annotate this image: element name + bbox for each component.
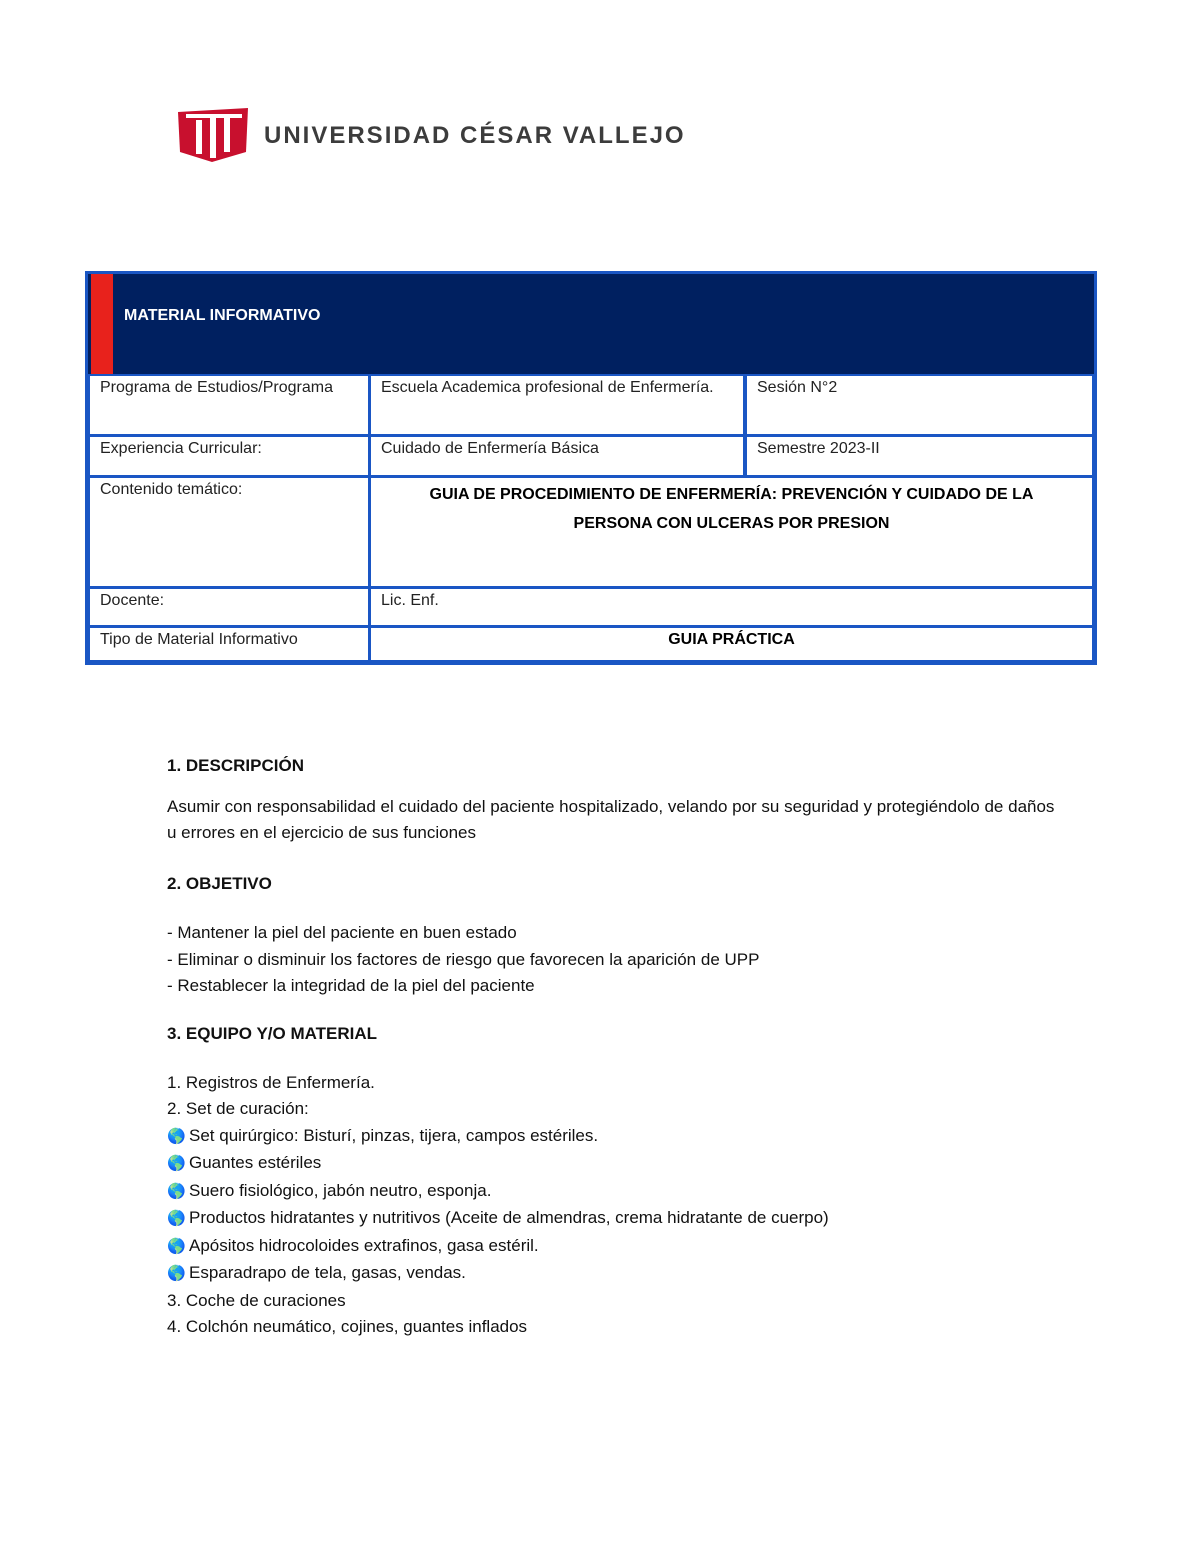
list-item-text: Set quirúrgico: Bisturí, pinzas, tijera, campos estériles.: [189, 1125, 599, 1145]
globe-icon: 🌎: [167, 1237, 186, 1255]
list-item-text: Apósitos hidrocoloides extrafinos, gasa estéril.: [189, 1235, 539, 1255]
globe-icon: 🌎: [167, 1127, 186, 1145]
teacher-value: Lic. Enf.: [369, 587, 1094, 627]
material-type-label: Tipo de Material Informativo: [88, 626, 370, 662]
descripcion-text: Asumir con responsabilidad el cuidado del paciente hospitalizado, velando por su seguridad y protegiéndolo de daños u errores en el ejercicio de sus funciones: [167, 797, 1055, 842]
header-accent: [91, 274, 113, 374]
university-logo: [178, 108, 698, 164]
material-type-value: GUIA PRÁCTICA: [369, 626, 1094, 662]
list-item: [167, 1260, 1067, 1288]
header-band: [88, 274, 1094, 374]
list-item: [167, 1205, 1067, 1233]
list-item: 1. Registros de Enfermería.: [167, 1072, 375, 1092]
section-heading-equipo: 3. EQUIPO Y/O MATERIAL: [167, 1023, 378, 1043]
teacher-label: Docente:: [88, 587, 370, 627]
logo-text: UNIVERSIDAD CÉSAR VALLEJO: [264, 122, 686, 149]
info-table: [85, 271, 1097, 665]
list-item: [167, 1150, 1067, 1178]
program-value: Escuela Academica profesional de Enfermería.: [369, 374, 745, 436]
header-title: MATERIAL INFORMATIVO: [124, 307, 321, 324]
program-label: Programa de Estudios/Programa: [88, 374, 370, 436]
content-label: Contenido temático:: [88, 476, 370, 588]
section-heading-objetivo: 2. OBJETIVO: [167, 874, 272, 893]
ucv-emblem-icon: [178, 108, 250, 162]
session-value: Sesión N°2: [745, 374, 1094, 436]
equipo-list: [167, 1070, 1067, 1341]
globe-icon: 🌎: [167, 1210, 186, 1227]
list-item-text: Productos hidratantes y nutritivos (Aceite de almendras, crema hidratante de cuerpo): [189, 1208, 829, 1227]
curricular-value: Cuidado de Enfermería Básica: [369, 435, 745, 477]
curricular-label: Experiencia Curricular:: [88, 435, 370, 477]
list-item: - Eliminar o disminuir los factores de riesgo que favorecen la aparición de UPP: [167, 949, 760, 969]
content-title: GUIA DE PROCEDIMIENTO DE ENFERMERÍA: PREVENCIÓN Y CUIDADO DE LA PERSONA CON ULCERAS POR PRESION: [369, 476, 1094, 588]
document-body: [167, 756, 1067, 1365]
list-item: 4. Colchón neumático, cojines, guantes inflados: [167, 1317, 528, 1336]
globe-icon: 🌎: [167, 1265, 186, 1282]
globe-icon: 🌎: [167, 1155, 186, 1172]
list-item: [167, 1178, 1067, 1206]
objetivo-list: [167, 920, 1067, 1000]
list-item: - Mantener la piel del paciente en buen estado: [167, 923, 517, 942]
section-heading-descripcion: 1. DESCRIPCIÓN: [167, 756, 304, 775]
globe-icon: 🌎: [167, 1182, 186, 1200]
list-item: [167, 1233, 1067, 1261]
list-item-text: Guantes estériles: [189, 1153, 322, 1172]
list-item: 3. Coche de curaciones: [167, 1290, 346, 1310]
list-item-text: Suero fisiológico, jabón neutro, esponja.: [189, 1180, 492, 1200]
list-item: 2. Set de curación:: [167, 1099, 309, 1118]
semester-value: Semestre 2023-II: [745, 435, 1094, 477]
list-item: [167, 1123, 1067, 1151]
list-item-text: Esparadrapo de tela, gasas, vendas.: [189, 1263, 466, 1282]
list-item: - Restablecer la integridad de la piel del paciente: [167, 976, 535, 995]
